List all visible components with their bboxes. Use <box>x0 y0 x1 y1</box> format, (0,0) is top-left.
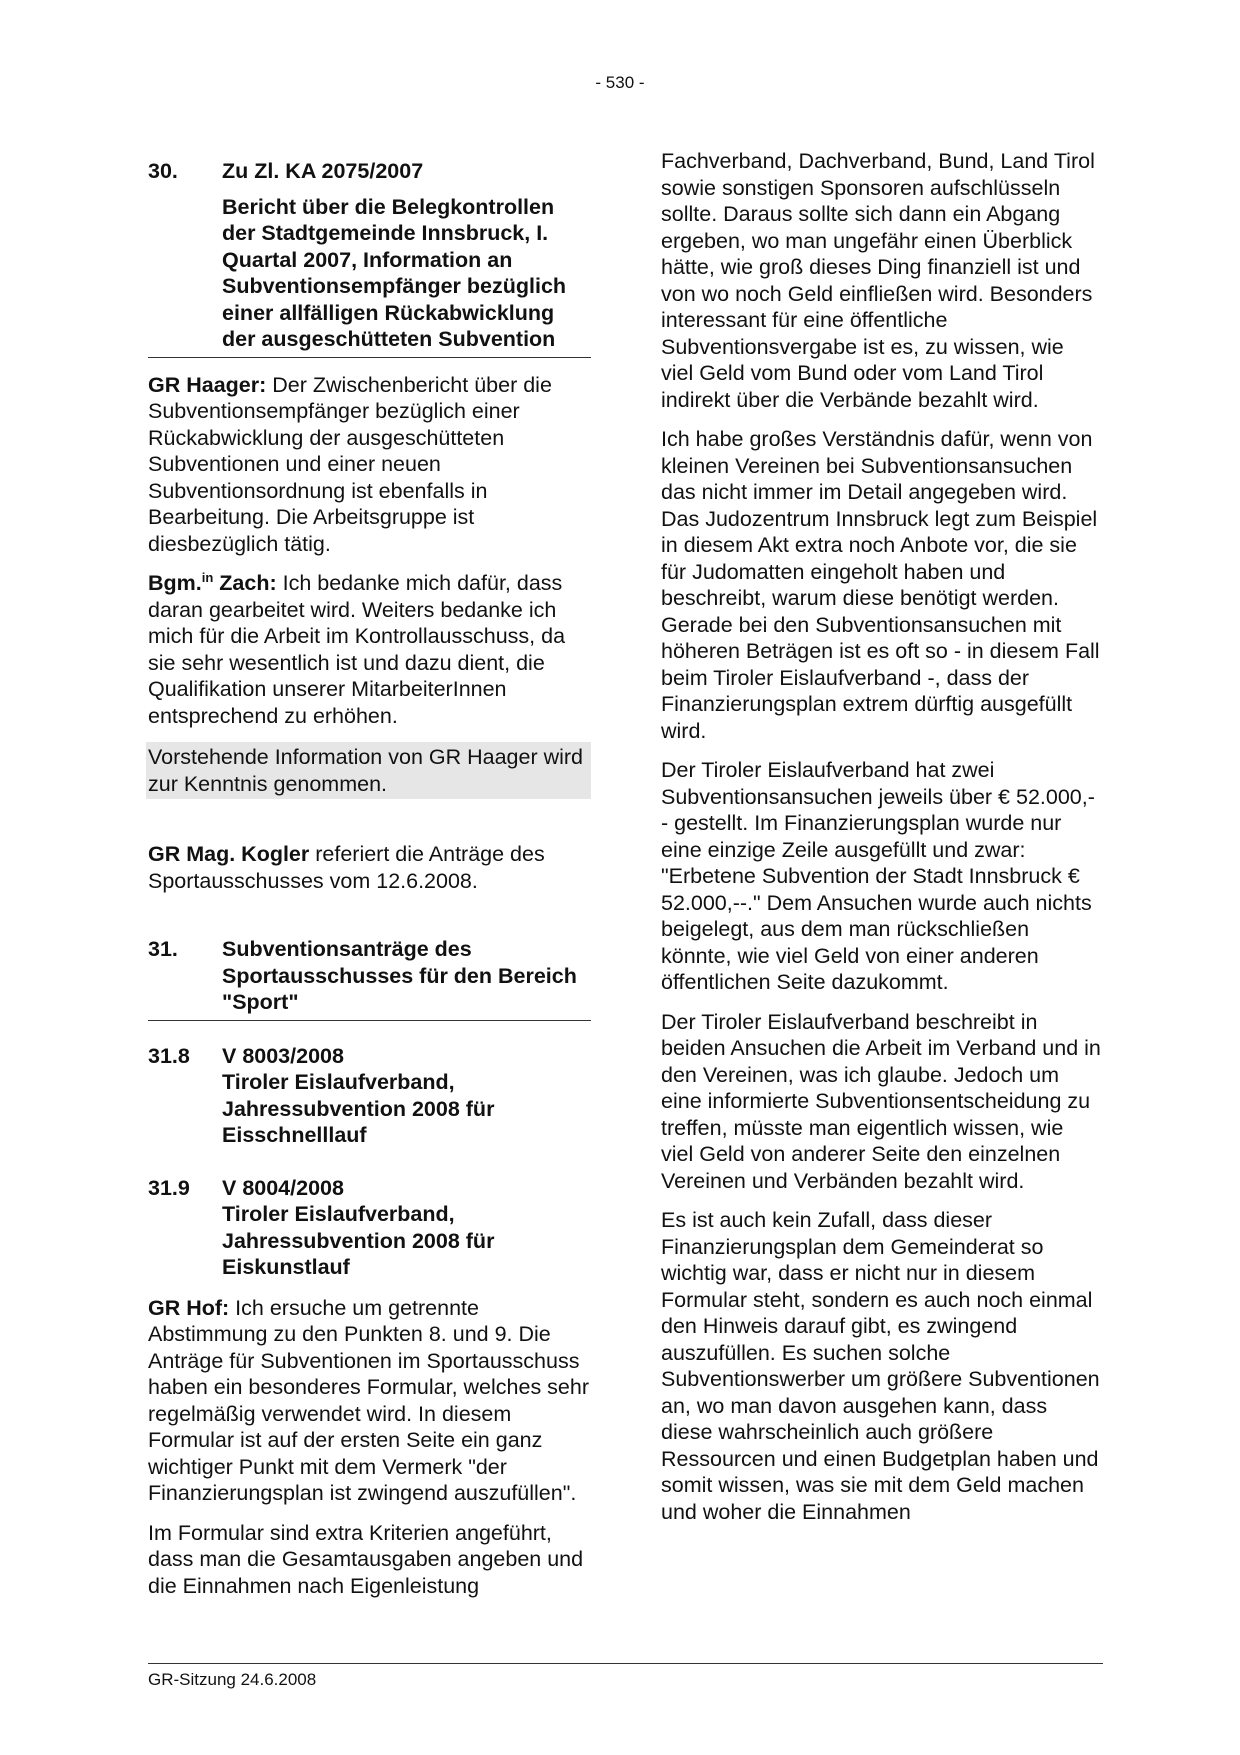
agenda-title: Tiroler Eislaufverband, Jahressubvention 2008 für Eisschnelllauf <box>222 1070 495 1147</box>
speaker-title: Bgm. <box>148 571 202 595</box>
paragraph-bgm-zach <box>148 570 591 729</box>
agenda-reference: V 8003/2008 <box>222 1043 344 1068</box>
speech-text: Ich bedanke mich dafür, dass daran gearbeitet wird. Weiters bedanke ich mich für die Arbeit im Kontrollausschuss, da sie sehr wesentlich ist und dazu dient, die Qualifikation unserer MitarbeiterInnen entsprechend zu erhöhen. <box>148 571 566 728</box>
speech-text: Ich ersuche um getrennte Abstimmung zu den Punkten 8. und 9. Die Anträge für Subventionen im Sportausschuss haben ein besonderes Formular, welches sehr regelmäßig verwendet wird. In diesem Formular ist auf der ersten Seite ein ganz wichtiger Punkt mit dem Vermerk "der Finanzierungsplan ist zwingend auszufüllen". <box>148 1295 590 1505</box>
footer-text: GR-Sitzung 24.6.2008 <box>148 1670 317 1689</box>
decision-notice: Vorstehende Information von GR Haager wird zur Kenntnis genommen. <box>146 742 591 799</box>
agenda-item-31-9 <box>148 1175 591 1281</box>
paragraph: Fachverband, Dachverband, Bund, Land Tirol sowie sonstigen Sponsoren aufschlüsseln sollte. Daraus sollte sich dann ein Abgang ergeben, wo man ungefähr einen Überblick hätte, wie groß dieses Ding finanziell ist und von wo noch Geld einfließen wird. Besonders interessant für eine öffentliche Subventionsvergabe ist es, zu wissen, wie viel Geld vom Bund oder vom Land Tirol indirekt über die Verbände bezahlt wird. <box>661 149 1095 412</box>
agenda-reference: V 8004/2008 <box>222 1175 344 1200</box>
agenda-reference: Zu Zl. KA 2075/2007 <box>222 159 424 183</box>
paragraph-gr-hof <box>148 1295 591 1507</box>
agenda-number: 31. <box>148 937 178 961</box>
paragraph: Der Tiroler Eislaufverband beschreibt in beiden Ansuchen die Arbeit im Verband und in den Vereinen, was ich glaube. Jedoch um eine informierte Subventionsentscheidung zu treffen, müsste man eigentlich wissen, wie viel Geld von anderer Seite den einzelnen Vereinen und Verbänden bezahlt wird. <box>661 1009 1101 1193</box>
right-column <box>661 148 1101 1538</box>
paragraph: Es ist auch kein Zufall, dass dieser Finanzierungsplan dem Gemeinderat so wichtig war, dass er nicht nur in diesem Formular steht, sondern es auch noch einmal den Hinweis darauf gibt, es zwingend auszufüllen. Es suchen solche Subventionswerber um größere Subventionen an, wo man davon ausgehen kann, dass diese wahrscheinlich auch größere Ressourcen und einen Budgetplan haben und somit wissen, was sie mit dem Geld machen und woher die Einnahmen <box>661 1208 1100 1524</box>
speech-text: referiert die Anträge des Sportausschusses vom 12.6.2008. <box>148 842 545 893</box>
paragraph-gr-haager <box>148 372 591 558</box>
agenda-item-31-8 <box>148 1043 591 1149</box>
agenda-number: 30. <box>148 159 178 183</box>
agenda-number: 31.8 <box>148 1043 190 1068</box>
speaker-name: GR Hof: <box>148 1295 230 1320</box>
paragraph-continued: Im Formular sind extra Kriterien angeführt, dass man die Gesamtausgaben angeben und die Einnahmen nach Eigenleistung <box>148 1520 584 1598</box>
left-column <box>148 158 591 1612</box>
agenda-title: Bericht über die Belegkontrollen der Stadtgemeinde Innsbruck, I. Quartal 2007, Information an Subventionsempfänger bezüglich einer allfälligen Rückabwicklung der ausgeschütteten Subvention <box>222 194 567 351</box>
paragraph: Der Tiroler Eislaufverband hat zwei Subventionsansuchen jeweils über € 52.000,-- gestellt. Im Finanzierungsplan wurde nur eine einzige Zeile ausgefüllt und zwar: "Erbetene Subvention der Stadt Innsbruck € 52.000,--." Dem Ansuchen wurde auch nichts beigelegt, aus dem man rückschließen könnte, wie viel Geld von einer anderen öffentlichen Seite dazukommt. <box>661 758 1095 994</box>
speaker-title-suffix: in <box>201 569 214 585</box>
speaker-name <box>148 571 277 595</box>
speaker-name: GR Haager: <box>148 372 267 397</box>
agenda-number: 31.9 <box>148 1175 190 1200</box>
paragraph-gr-kogler <box>148 841 591 894</box>
speaker-name: GR Mag. Kogler <box>148 842 310 866</box>
paragraph: Ich habe großes Verständnis dafür, wenn von kleinen Vereinen bei Subventionsansuchen das nicht immer im Detail angegeben wird. Das Judozentrum Innsbruck legt zum Beispiel in diesem Akt extra noch Anbote vor, die sie für Judomatten eingeholt haben und beschreibt, warum diese benötigt werden. Gerade bei den Subventionsansuchen mit höheren Beträgen ist es oft so - in diesem Fall beim Tiroler Eislaufverband -, dass der Finanzierungsplan extrem dürftig ausgefüllt wird. <box>661 427 1100 743</box>
agenda-title: Tiroler Eislaufverband, Jahressubvention 2008 für Eiskunstlauf <box>222 1202 495 1279</box>
speech-text: Der Zwischenbericht über die Subventionsempfänger bezüglich einer Rückabwicklung der ausgeschütteten Subventionen und einer neuen Subventionsordnung ist ebenfalls in Bearbeitung. Die Arbeitsgruppe ist diesbezüglich tätig. <box>148 372 552 556</box>
agenda-item-30 <box>148 158 591 358</box>
agenda-title: Subventionsanträge des Sportausschusses für den Bereich "Sport" <box>222 937 577 1014</box>
page-number: - 530 - <box>595 73 645 92</box>
agenda-item-31 <box>148 936 591 1021</box>
speaker-surname: Zach: <box>213 571 277 595</box>
footer-divider <box>148 1663 1103 1664</box>
